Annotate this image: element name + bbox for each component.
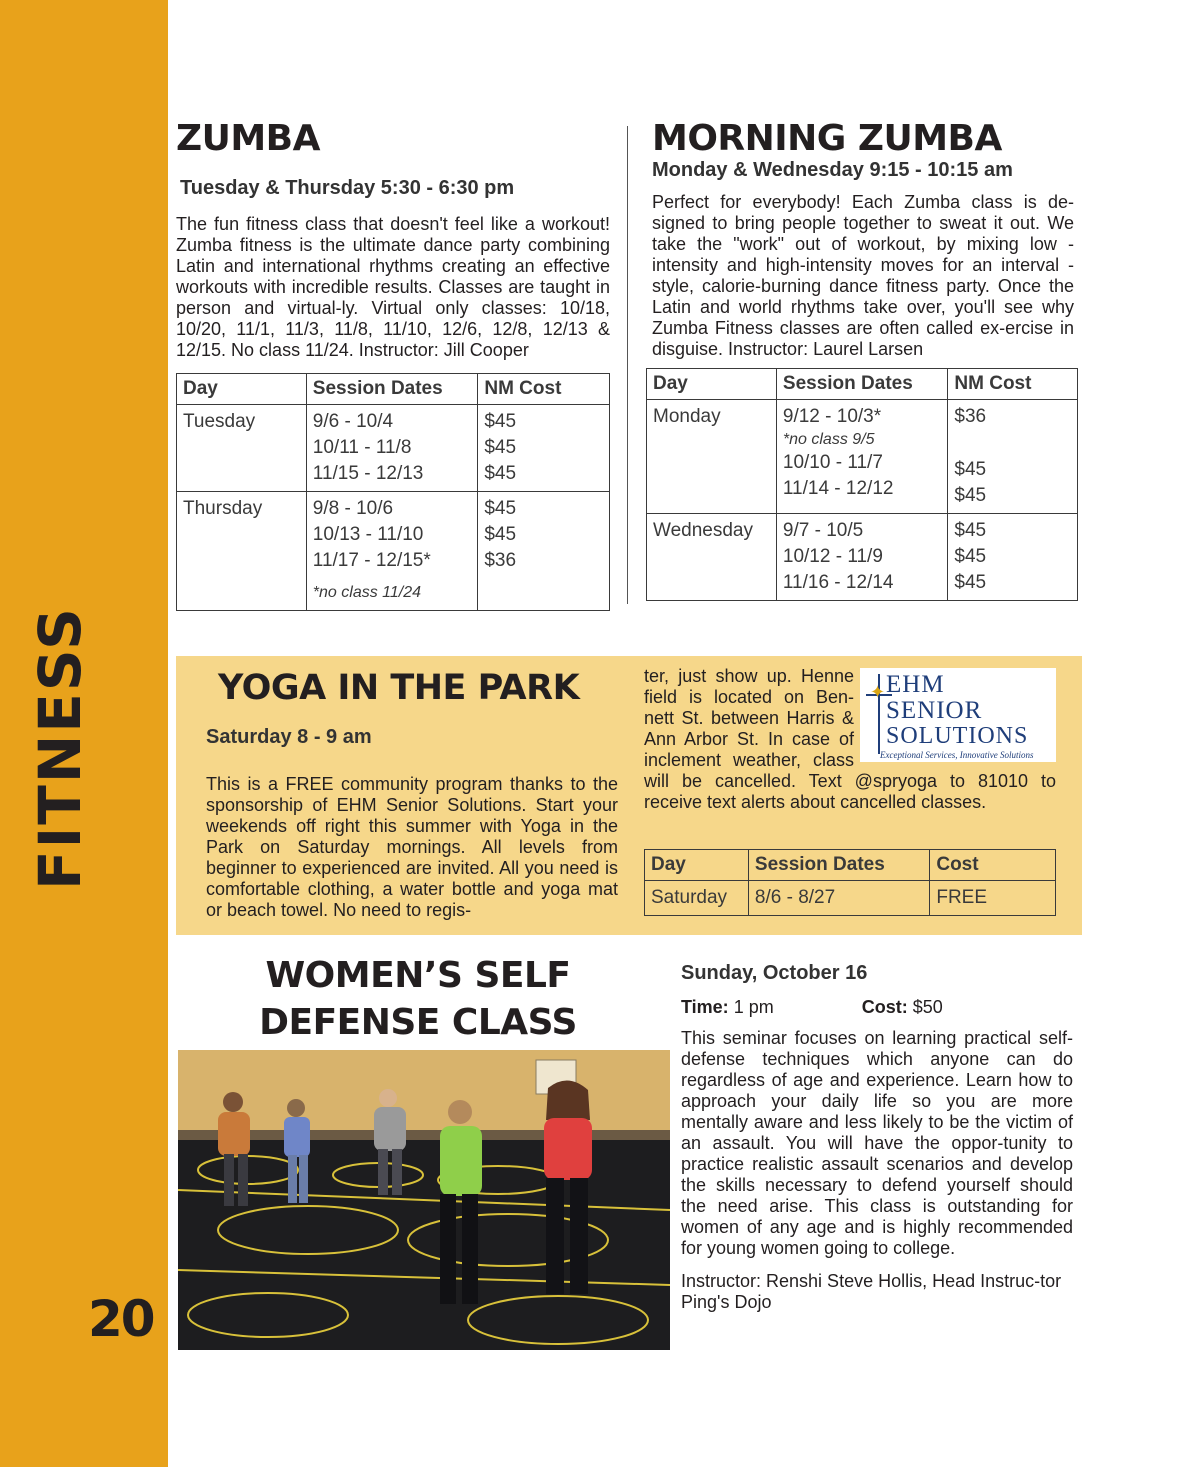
logo-line1: EHM (886, 671, 945, 698)
section-label: FITNESS (26, 606, 94, 890)
zumba-schedule-table (176, 373, 610, 611)
yoga-title: YOGA IN THE PARK (218, 668, 580, 708)
session-date: 11/17 - 12/15* (312, 550, 431, 571)
morning-zumba-schedule-table (646, 368, 1078, 601)
table-row (177, 405, 610, 492)
self-defense-info (681, 962, 1073, 1313)
title-line: WOMEN’S SELF (265, 955, 571, 996)
self-defense-description: This seminar focuses on learning practical self-defense techniques which anyone can do regardless of age and experience. Learn how to approach your daily life so you are more mentally aware and less likely to be the victim of an assault. You will have the oppor-tunity to practice realistic assault scenarios and develop the skills necessary to defend yourself should the need arise. This class is outstanding for women of any age and is highly recommended for young women going to college. (681, 1028, 1073, 1258)
morning-zumba-section (646, 118, 1078, 601)
session-date: 9/6 - 10/4 (312, 411, 394, 432)
day-cell: Tuesday (177, 405, 307, 492)
session-date: 9/7 - 10/5 (782, 520, 864, 541)
cost-cell (478, 492, 610, 611)
yoga-schedule-table (644, 849, 1056, 916)
logo-line2: SENIOR (886, 697, 983, 724)
morning-zumba-description: Perfect for everybody! Each Zumba class is de-signed to bring people together to sweat it out. We take the "work" out of workout, by mixing low -intensity and high-intensity moves for an interval -style, calorie-burning dance fitness party. Once the Latin and world rhythms take over, you'll see why Zumba Fitness classes are often called ex-ercise in disguise. Instructor: Laurel Larsen (652, 192, 1074, 359)
ehm-senior-solutions-logo (860, 668, 1056, 762)
cost-cell (948, 514, 1078, 601)
dates-cell (776, 400, 948, 514)
session-date: 11/16 - 12/14 (782, 572, 894, 593)
session-date: 10/11 - 11/8 (312, 437, 412, 458)
star-icon: ✦ (870, 682, 886, 702)
cost-label: Cost: (861, 997, 908, 1017)
cost-cell (478, 405, 610, 492)
day-cell: Thursday (177, 492, 307, 611)
zumba-section (176, 118, 610, 611)
cost-cell: FREE (930, 881, 1056, 916)
self-defense-date: Sunday, October 16 (681, 962, 868, 984)
day-cell: Monday (647, 400, 777, 514)
cost-value: $45 (954, 546, 987, 567)
table-row (177, 492, 610, 611)
cost-value: $36 (484, 550, 517, 571)
cost-value: $45 (484, 498, 517, 519)
day-cell: Wednesday (647, 514, 777, 601)
column-header: Session Dates (748, 850, 929, 881)
session-date: 9/8 - 10/6 (312, 498, 394, 519)
yoga-description-left: This is a FREE community program thanks to the sponsorship of EHM Senior Solutions. Start your weekends off right this summer with Yoga in the Park on Saturday mornings. All levels from beginner to experienced are invited. All you need is comfortable clothing, a water bottle and yoga mat or beach towel. No need to regis- (206, 774, 618, 920)
yoga-description-right: ter, just show up. Henne field is located on Ben-nett St. between Harris & Ann Arbor St. In case of inclement weather, class will be cancelled. Text @spryoga to 81010 to receive text alerts about cancelled classes. (644, 666, 1056, 812)
zumba-title: ZUMBA (176, 118, 320, 159)
cost-value: $50 (912, 997, 943, 1017)
title-line: DEFENSE CLASS (259, 1002, 577, 1043)
dates-cell (306, 492, 478, 611)
morning-zumba-schedule: Monday & Wednesday 9:15 - 10:15 am (652, 159, 1013, 181)
column-header: Session Dates (776, 369, 948, 400)
cost-value: $45 (484, 411, 517, 432)
no-class-note: *no class 11/24 (312, 584, 422, 601)
self-defense-instructor: Instructor: Renshi Steve Hollis, Head Instruc-tor Ping's Dojo (681, 1271, 1062, 1312)
session-date: 9/12 - 10/3* (782, 406, 882, 427)
cost-value: $45 (954, 459, 987, 480)
dates-cell: 8/6 - 8/27 (748, 881, 929, 916)
column-header: Day (177, 374, 307, 405)
yoga-section (176, 656, 1082, 935)
table-header-row (645, 850, 1056, 881)
dates-cell (776, 514, 948, 601)
cost-cell (948, 400, 1078, 514)
column-header: Day (645, 850, 749, 881)
zumba-schedule: Tuesday & Thursday 5:30 - 6:30 pm (180, 177, 515, 199)
cost-value: $45 (954, 572, 987, 593)
logo-tagline: Exceptional Services, Innovative Solutions (880, 750, 1034, 760)
table-row (645, 881, 1056, 916)
yoga-schedule: Saturday 8 - 9 am (206, 726, 372, 748)
cost-value: $36 (954, 406, 987, 427)
yoga-right-column (644, 666, 1056, 813)
self-defense-class-photo (178, 1050, 670, 1350)
fitness-sidebar (0, 0, 168, 1467)
morning-zumba-title: MORNING ZUMBA (652, 118, 1002, 159)
table-row (647, 514, 1078, 601)
self-defense-title (176, 952, 660, 1046)
dates-cell (306, 405, 478, 492)
table-row (647, 400, 1078, 514)
session-date: 11/15 - 12/13 (312, 463, 424, 484)
time-cost-row (681, 997, 1073, 1018)
time-value: 1 pm (733, 997, 774, 1017)
column-header: NM Cost (478, 374, 610, 405)
column-divider (627, 126, 628, 604)
cost-value: $45 (484, 437, 517, 458)
logo-line3: SOLUTIONS (886, 723, 1029, 749)
cost-value: $45 (484, 463, 517, 484)
session-date: 11/14 - 12/12 (782, 478, 894, 499)
table-header-row (647, 369, 1078, 400)
page-number: 20 (88, 1290, 154, 1348)
time-label: Time: (681, 997, 729, 1017)
cost-value: $45 (954, 520, 987, 541)
column-header: NM Cost (948, 369, 1078, 400)
day-cell: Saturday (645, 881, 749, 916)
column-header: Session Dates (306, 374, 478, 405)
table-header-row (177, 374, 610, 405)
session-date: 10/13 - 11/10 (312, 524, 424, 545)
session-date: 10/10 - 11/7 (782, 452, 883, 473)
column-header: Day (647, 369, 777, 400)
cost-value: $45 (954, 485, 987, 506)
session-date: 10/12 - 11/9 (782, 546, 883, 567)
no-class-note: *no class 9/5 (782, 431, 875, 448)
zumba-description: The fun fitness class that doesn't feel like a workout! Zumba fitness is the ultimate dance party combining Latin and international rhythms creating an effective workouts with incredible results. Classes are taught in person and virtual-ly. Virtual only classes: 10/18, 10/20, 11/1, 11/3, 11/8, 11/10, 12/6, 12/8, 12/13 & 12/15. No class 11/24. Instructor: Jill Cooper (176, 214, 610, 360)
cost-value: $45 (484, 524, 517, 545)
column-header: Cost (930, 850, 1056, 881)
